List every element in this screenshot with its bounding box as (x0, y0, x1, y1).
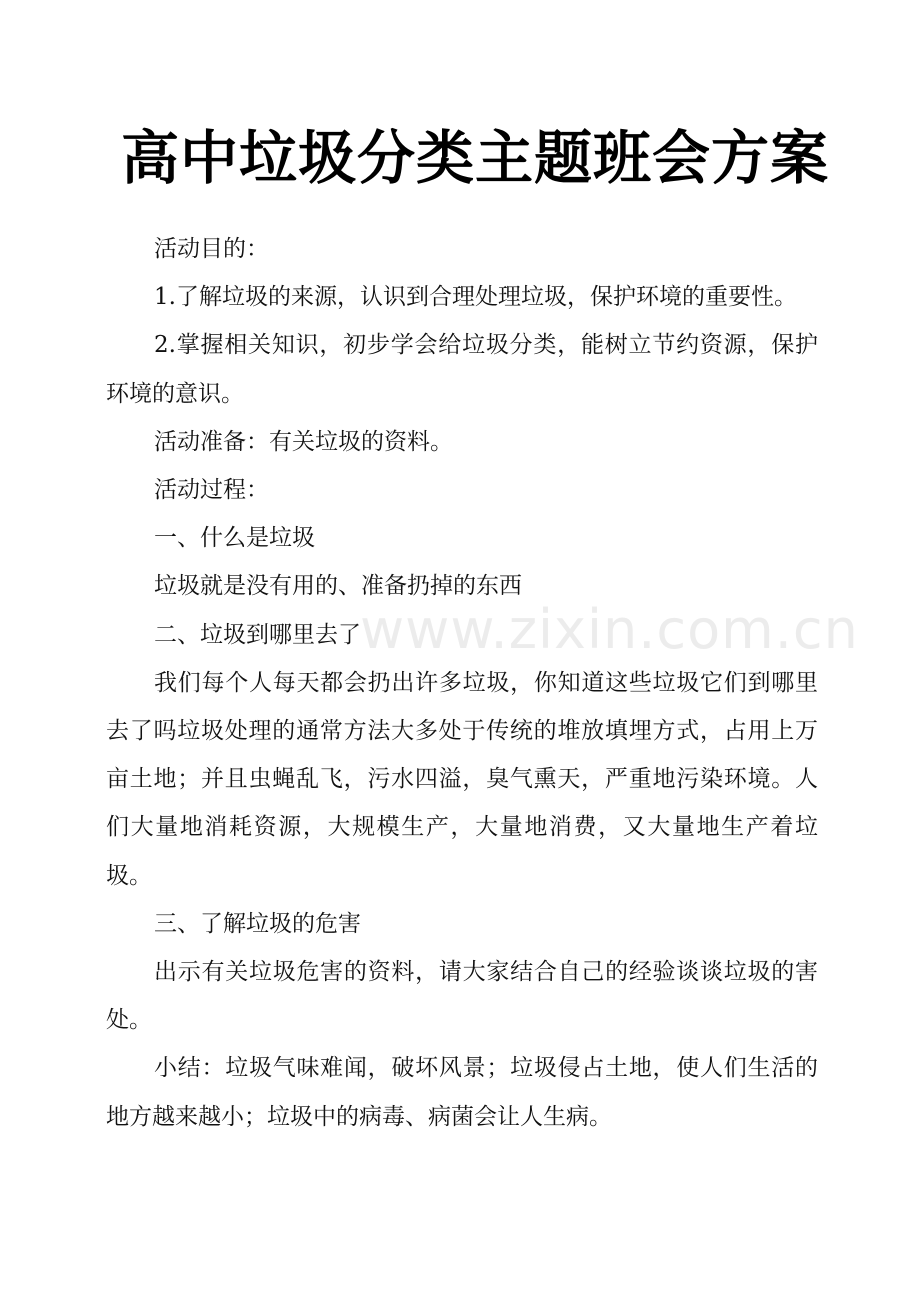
section-heading-objectives: 活动目的： (154, 236, 269, 262)
document-body (106, 225, 818, 1141)
watermark: www.zixin.com.cn (360, 598, 859, 661)
subheading-where-garbage-goes: 二、垃圾到哪里去了 (154, 621, 361, 648)
subheading-what-is-garbage: 一、什么是垃圾 (154, 525, 315, 552)
document-title: 高中垃圾分类主题班会方案 (120, 124, 829, 192)
paragraph-summary: 小结：垃圾气味难闻，破坏风景；垃圾侵占土地，使人们生活的地方越来越小；垃圾中的病毒、病菌会让人生病。 (106, 1055, 818, 1130)
paragraph-garbage-definition: 垃圾就是没有用的、准备扔掉的东西 (154, 573, 522, 600)
paragraph-hazards-discussion: 出示有关垃圾危害的资料，请大家结合自己的经验谈谈垃圾的害处。 (106, 959, 818, 1034)
objective-item-2: 2.掌握相关知识，初步学会给垃圾分类，能树立节约资源，保护环境的意识。 (106, 332, 818, 407)
objective-item-1: 1.了解垃圾的来源，认识到合理处理垃圾，保护环境的重要性。 (154, 284, 797, 311)
preparation-paragraph: 活动准备：有关垃圾的资料。 (154, 428, 453, 455)
section-heading-process: 活动过程： (154, 477, 269, 504)
subheading-garbage-hazards: 三、了解垃圾的危害 (154, 910, 361, 937)
paragraph-garbage-destination: 我们每个人每天都会扔出许多垃圾，你知道这些垃圾它们到哪里去了吗垃圾处理的通常方法大多处于传统的堆放填埋方式，占用上万亩土地；并且虫蝇乱飞，污水四溢，臭气熏天，严重地污染环境。人们大量地消耗资源，大规模生产，大量地消费，又大量地生产着垃圾。 (106, 669, 818, 889)
